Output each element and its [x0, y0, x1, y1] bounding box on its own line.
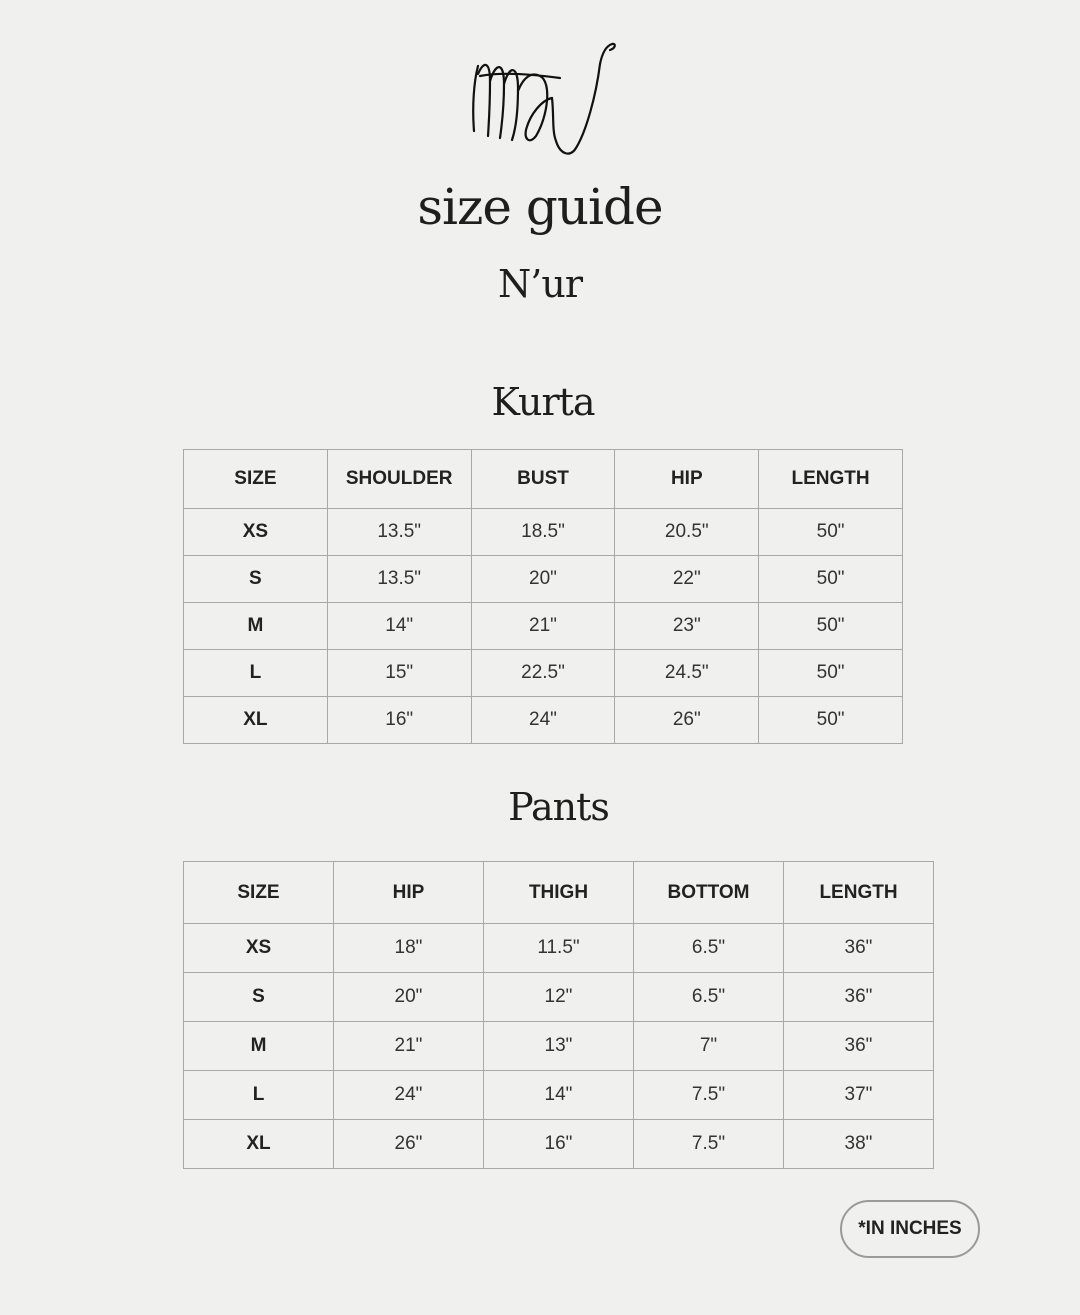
table-cell: 21" — [471, 603, 615, 650]
kurta-size-table — [183, 449, 903, 744]
table-row — [184, 509, 903, 556]
column-header-bottom: BOTTOM — [634, 862, 784, 924]
column-header-size: SIZE — [184, 450, 328, 509]
column-header-size: SIZE — [184, 862, 334, 924]
table-cell: 36" — [784, 924, 934, 973]
column-header-shoulder: SHOULDER — [327, 450, 471, 509]
size-label: S — [184, 973, 334, 1022]
table-cell: 11.5" — [484, 924, 634, 973]
table-cell: 38" — [784, 1120, 934, 1169]
table-cell: 6.5" — [634, 973, 784, 1022]
table-cell: 6.5" — [634, 924, 784, 973]
kurta-section-title: Kurta — [491, 380, 595, 424]
table-cell: 16" — [327, 697, 471, 744]
table-cell: 13.5" — [327, 556, 471, 603]
size-label: S — [184, 556, 328, 603]
table-cell: 24" — [471, 697, 615, 744]
size-label: M — [184, 603, 328, 650]
size-label: XS — [184, 509, 328, 556]
table-cell: 18" — [334, 924, 484, 973]
table-cell: 26" — [615, 697, 759, 744]
table-cell: 36" — [784, 1022, 934, 1071]
page-title: size guide — [417, 178, 663, 236]
table-row — [184, 697, 903, 744]
table-cell: 7.5" — [634, 1071, 784, 1120]
table-cell: 20" — [471, 556, 615, 603]
table-row — [184, 1022, 934, 1071]
table-cell: 13" — [484, 1022, 634, 1071]
table-cell: 7" — [634, 1022, 784, 1071]
table-cell: 22.5" — [471, 650, 615, 697]
table-cell: 18.5" — [471, 509, 615, 556]
table-header-row — [184, 862, 934, 924]
column-header-length: LENGTH — [759, 450, 903, 509]
table-cell: 50" — [759, 650, 903, 697]
table-row — [184, 650, 903, 697]
table-header-row — [184, 450, 903, 509]
size-label: L — [184, 650, 328, 697]
column-header-thigh: THIGH — [484, 862, 634, 924]
table-cell: 15" — [327, 650, 471, 697]
table-cell: 23" — [615, 603, 759, 650]
table-cell: 26" — [334, 1120, 484, 1169]
table-cell: 24" — [334, 1071, 484, 1120]
table-row — [184, 556, 903, 603]
table-row — [184, 603, 903, 650]
pants-section-title: Pants — [508, 785, 609, 829]
table-cell: 50" — [759, 509, 903, 556]
table-cell: 7.5" — [634, 1120, 784, 1169]
table-cell: 37" — [784, 1071, 934, 1120]
table-cell: 50" — [759, 697, 903, 744]
size-label: XS — [184, 924, 334, 973]
table-row — [184, 1071, 934, 1120]
table-cell: 36" — [784, 973, 934, 1022]
table-cell: 14" — [484, 1071, 634, 1120]
table-cell: 20" — [334, 973, 484, 1022]
collection-name: N’ur — [498, 262, 582, 306]
table-row — [184, 924, 934, 973]
table-cell: 12" — [484, 973, 634, 1022]
size-label: XL — [184, 1120, 334, 1169]
column-header-hip: HIP — [334, 862, 484, 924]
table-cell: 13.5" — [327, 509, 471, 556]
table-row — [184, 973, 934, 1022]
column-header-length: LENGTH — [784, 862, 934, 924]
column-header-bust: BUST — [471, 450, 615, 509]
size-label: L — [184, 1071, 334, 1120]
table-cell: 24.5" — [615, 650, 759, 697]
table-cell: 16" — [484, 1120, 634, 1169]
size-label: M — [184, 1022, 334, 1071]
pants-size-table — [183, 861, 934, 1169]
column-header-hip: HIP — [615, 450, 759, 509]
table-cell: 20.5" — [615, 509, 759, 556]
table-cell: 21" — [334, 1022, 484, 1071]
size-label: XL — [184, 697, 328, 744]
brand-logo — [460, 36, 620, 161]
table-cell: 50" — [759, 556, 903, 603]
table-cell: 22" — [615, 556, 759, 603]
table-row — [184, 1120, 934, 1169]
table-cell: 50" — [759, 603, 903, 650]
units-badge: *IN INCHES — [840, 1200, 980, 1258]
table-cell: 14" — [327, 603, 471, 650]
